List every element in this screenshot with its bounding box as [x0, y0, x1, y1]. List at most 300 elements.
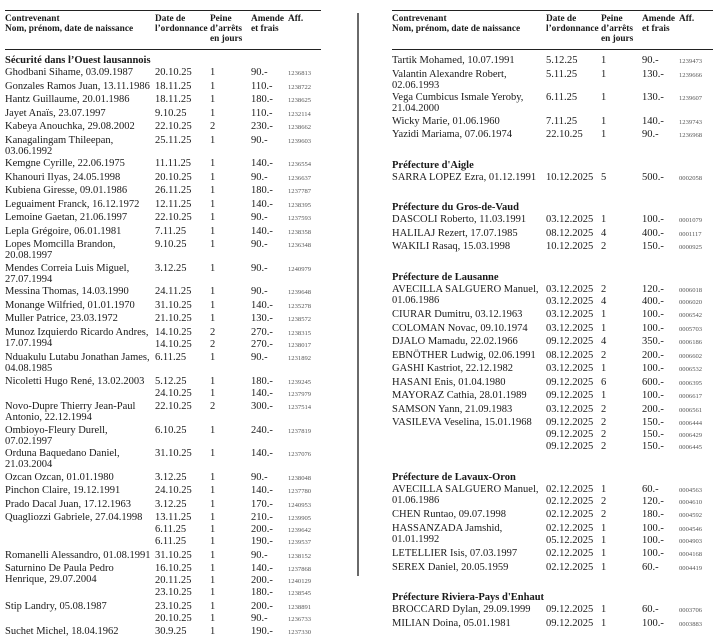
penalty-days: 1: [210, 587, 216, 598]
aff-number: 1238048: [288, 474, 312, 482]
order-date: 14.10.25: [155, 338, 192, 350]
aff-number: 1239666: [679, 71, 703, 79]
table-row: [5, 286, 321, 300]
penalty-days: 2: [210, 401, 216, 412]
fine-amount: 90.-: [251, 212, 268, 223]
penalty-days: 2: [601, 283, 607, 295]
table-row: [392, 284, 713, 310]
table-row: [392, 509, 713, 523]
fine-amount: 180.-: [251, 587, 273, 598]
orders: [155, 67, 321, 79]
offender-name: Kanagalingam Thileepan, 03.06.1992: [5, 134, 114, 157]
orders: [546, 523, 712, 547]
table-row: [5, 512, 321, 550]
table-header: [5, 10, 321, 50]
header-penalty-line3: en jours: [601, 34, 634, 44]
offender-name: Novo-Dupre Thierry Jean-Paul Antonio, 22.12.1994: [5, 401, 136, 423]
aff-number: 1236733: [288, 615, 312, 623]
order-date: 09.12.2025: [546, 376, 594, 388]
table-row: [5, 472, 321, 486]
aff-number: 1239537: [288, 539, 312, 546]
aff-number: 1238662: [288, 124, 312, 131]
orders: [155, 263, 321, 285]
header-offender-line1: Contrevenant: [392, 14, 447, 24]
order-row: [155, 135, 321, 147]
offender-name: Ghodbani Sihame, 03.09.1987: [5, 67, 134, 78]
header-date-line1: Date de: [546, 14, 577, 24]
fine-amount: 100.-: [642, 617, 664, 629]
order-row: [155, 226, 321, 238]
offender-name: Lepla Grégoire, 06.01.1981: [5, 225, 122, 237]
aff-number: 1236968: [679, 132, 703, 139]
table-row: [392, 69, 713, 93]
aff-number: 0006602: [679, 352, 703, 360]
section-spacer: [392, 185, 713, 197]
aff-number: 1239603: [288, 137, 312, 145]
orders: [546, 228, 712, 240]
header-offender: [392, 14, 546, 44]
aff-number: 1238572: [288, 316, 312, 323]
penalty-days: 6: [601, 376, 607, 388]
order-date: 09.12.2025: [546, 336, 594, 347]
order-date: 14.10.25: [155, 326, 192, 338]
header-fine: [642, 14, 679, 44]
orders: [546, 377, 712, 389]
fine-amount: 140.-: [251, 448, 273, 459]
offender-name: SARRA LOPEZ Ezra, 01.12.1991: [392, 171, 537, 183]
aff-number: 1236554: [288, 161, 312, 168]
penalty-days: 1: [210, 549, 216, 561]
offender-name: WAKILI Rasaq, 15.03.1998: [392, 241, 511, 252]
order-row: [546, 172, 712, 184]
order-row: [546, 535, 712, 547]
penalty-days: 1: [210, 212, 216, 223]
fine-amount: 60.-: [642, 483, 659, 495]
table-row: [5, 563, 321, 601]
penalty-days: 2: [601, 495, 607, 507]
table-row: [5, 81, 321, 95]
aff-number: 0004168: [679, 551, 703, 558]
order-row: [155, 300, 321, 312]
offender-name: Wicky Marie, 01.06.1960: [392, 115, 500, 127]
order-row: [155, 601, 321, 613]
table-row: [392, 336, 713, 350]
offender-name: Lemoine Gaetan, 21.06.1997: [5, 212, 128, 223]
table-row: [5, 239, 321, 263]
penalty-days: 1: [210, 424, 216, 436]
order-date: 6.10.25: [155, 424, 187, 436]
order-row: [155, 425, 321, 437]
penalty-days: 5: [601, 171, 607, 183]
order-row: [155, 199, 321, 211]
orders: [546, 548, 712, 560]
section-title: Préfecture d'Aigle: [392, 159, 474, 171]
order-row: [155, 158, 321, 170]
order-date: 02.12.2025: [546, 522, 594, 534]
left-column: [5, 10, 321, 640]
section-spacer: [392, 143, 713, 155]
offender-name: SEREX Daniel, 20.05.1959: [392, 561, 509, 573]
fine-amount: 100.-: [642, 363, 664, 374]
aff-number: 0006018: [679, 286, 703, 294]
penalty-days: 1: [601, 309, 607, 320]
offender-name: Jayet Anaïs, 23.07.1997: [5, 107, 106, 119]
order-row: [155, 536, 321, 548]
penalty-days: 1: [210, 94, 216, 105]
penalty-days: 2: [601, 509, 607, 520]
penalty-days: 4: [601, 336, 607, 347]
orders: [546, 562, 712, 574]
header-fine-line2: et frais: [642, 24, 670, 34]
order-date: 13.11.25: [155, 512, 192, 523]
orders: [546, 404, 712, 416]
penalty-days: 2: [601, 241, 607, 252]
fine-amount: 90.-: [251, 471, 268, 483]
penalty-days: 2: [210, 326, 216, 338]
offender-name: LETELLIER Isis, 07.03.1997: [392, 548, 518, 559]
order-row: [546, 496, 712, 508]
order-date: 12.11.25: [155, 198, 192, 210]
fine-amount: 600.-: [642, 376, 664, 388]
aff-number: 1237076: [288, 451, 312, 458]
offender-name: Tartik Mohamed, 10.07.1991: [392, 55, 515, 66]
table-row: [5, 601, 321, 627]
order-date: 18.11.25: [155, 94, 192, 105]
order-date: 24.10.25: [155, 387, 192, 399]
offender-name: Ozcan Ozcan, 01.01.1980: [5, 471, 114, 483]
fine-amount: 150.-: [642, 429, 664, 440]
fine-amount: 140.-: [251, 387, 273, 399]
orders: [155, 239, 321, 261]
orders: [546, 350, 712, 362]
order-date: 23.10.25: [155, 587, 192, 598]
aff-number: 1239642: [288, 527, 312, 534]
penalty-days: 2: [210, 121, 216, 132]
order-row: [155, 401, 321, 413]
order-date: 02.12.2025: [546, 483, 594, 495]
aff-number: 1237979: [288, 390, 312, 398]
header-date: [546, 14, 601, 44]
table-row: [5, 67, 321, 81]
orders: [155, 472, 321, 484]
fine-amount: 90.-: [251, 262, 268, 274]
aff-number: 0003706: [679, 607, 703, 614]
fine-amount: 210.-: [251, 512, 273, 523]
order-date: 6.11.25: [546, 92, 578, 103]
order-date: 09.12.2025: [546, 429, 594, 440]
aff-number: 0001079: [679, 217, 703, 224]
penalty-days: 1: [210, 67, 216, 78]
offender-name: COLOMAN Novac, 09.10.1974: [392, 322, 528, 334]
order-date: 03.12.2025: [546, 309, 594, 320]
offender-name: Kemgne Cyrille, 22.06.1975: [5, 158, 125, 169]
order-row: [155, 563, 321, 575]
orders: [155, 376, 321, 400]
header-penalty-line2: d’arrêts: [601, 24, 634, 34]
table-row: [392, 404, 713, 418]
aff-number: 1237330: [288, 629, 312, 636]
penalty-days: 1: [210, 448, 216, 459]
penalty-days: 1: [601, 322, 607, 334]
penalty-days: 1: [210, 158, 216, 169]
penalty-days: 1: [210, 198, 216, 210]
aff-number: 1238152: [288, 552, 312, 560]
order-row: [546, 55, 712, 67]
offender-name: Romanelli Alessandro, 01.08.1991: [5, 549, 151, 561]
table-row: [5, 499, 321, 513]
header-penalty: [601, 14, 642, 44]
table-row: [392, 241, 713, 255]
orders: [546, 509, 712, 521]
order-date: 9.10.25: [155, 107, 187, 119]
table-row: [5, 263, 321, 287]
order-row: [155, 172, 321, 184]
aff-number: 1238545: [288, 590, 312, 597]
penalty-days: 1: [601, 390, 607, 401]
fine-amount: 100.-: [642, 322, 664, 334]
penalty-days: 2: [601, 403, 607, 415]
header-date-line1: Date de: [155, 14, 186, 24]
table-row: [392, 214, 713, 228]
table-row: [5, 327, 321, 353]
order-date: 09.12.2025: [546, 604, 594, 615]
order-date: 03.12.2025: [546, 283, 594, 295]
order-row: [546, 604, 712, 616]
order-date: 10.12.2025: [546, 171, 594, 183]
fine-amount: 90.-: [251, 134, 268, 146]
header-penalty-line3: en jours: [210, 34, 243, 44]
penalty-days: 1: [601, 617, 607, 629]
aff-number: 0001117: [679, 230, 702, 238]
aff-number: 0006395: [679, 379, 703, 387]
penalty-days: 1: [601, 483, 607, 495]
orders: [155, 94, 321, 106]
offender-name: Prado Dacal Juan, 17.12.1963: [5, 498, 131, 510]
table-row: [392, 548, 713, 562]
orders: [546, 417, 712, 453]
penalty-days: 1: [210, 512, 216, 523]
aff-number: 0006444: [679, 420, 703, 427]
orders: [155, 212, 321, 224]
penalty-days: 1: [601, 129, 607, 140]
penalty-days: 4: [601, 227, 607, 239]
fine-amount: 140.-: [251, 485, 273, 496]
order-date: 02.12.2025: [546, 509, 594, 520]
fine-amount: 180.-: [642, 509, 664, 520]
fine-amount: 90.-: [251, 239, 268, 250]
penalty-days: 1: [210, 185, 216, 196]
order-row: [546, 92, 712, 104]
fine-amount: 130.-: [251, 313, 273, 324]
order-row: [155, 485, 321, 497]
offender-name: Kubiena Giresse, 09.01.1986: [5, 185, 128, 196]
section-spacer: [392, 575, 713, 587]
fine-amount: 200.-: [251, 524, 273, 535]
penalty-days: 1: [210, 286, 216, 297]
section-title: Préfecture de Lausanne: [392, 271, 499, 283]
penalty-days: 2: [601, 417, 607, 428]
header-penalty-line1: Peine: [210, 14, 232, 24]
order-row: [155, 524, 321, 536]
order-date: 05.12.2025: [546, 534, 594, 546]
orders: [546, 604, 712, 616]
table-row: [5, 121, 321, 135]
aff-number: 0006020: [679, 298, 703, 306]
penalty-days: 1: [210, 171, 216, 183]
table-row: [392, 618, 713, 632]
header-date-line2: l’ordonnance: [546, 24, 599, 34]
order-date: 03.12.2025: [546, 214, 594, 225]
orders: [155, 158, 321, 170]
offender-name: VASILEVA Veselina, 15.01.1968: [392, 417, 532, 428]
table-row: [5, 313, 321, 327]
orders: [546, 323, 712, 335]
order-row: [546, 350, 712, 362]
penalty-days: 1: [601, 604, 607, 615]
penalty-days: 1: [601, 522, 607, 534]
order-date: 24.10.25: [155, 485, 192, 496]
order-date: 09.12.2025: [546, 441, 594, 452]
fine-amount: 90.-: [251, 549, 268, 561]
order-date: 3.12.25: [155, 471, 187, 483]
order-date: 20.11.25: [155, 575, 192, 586]
orders: [546, 284, 712, 308]
aff-number: 0000925: [679, 244, 703, 251]
fine-amount: 500.-: [642, 171, 664, 183]
fine-amount: 60.-: [642, 561, 659, 573]
aff-number: 1239607: [679, 95, 703, 102]
table-row: [5, 108, 321, 122]
orders: [155, 108, 321, 120]
table-row: [5, 550, 321, 564]
penalty-days: 1: [210, 375, 216, 387]
table-row: [5, 226, 321, 240]
orders: [155, 172, 321, 184]
order-row: [155, 512, 321, 524]
order-row: [546, 417, 712, 429]
penalty-days: 1: [210, 107, 216, 119]
order-row: [546, 523, 712, 535]
penalty-days: 1: [210, 524, 216, 535]
fine-amount: 100.-: [642, 548, 664, 559]
aff-number: 1239905: [288, 515, 312, 522]
table-row: [392, 172, 713, 186]
penalty-days: 1: [210, 299, 216, 311]
fine-amount: 350.-: [642, 336, 664, 347]
penalty-days: 1: [601, 214, 607, 225]
order-date: 5.12.25: [155, 375, 187, 387]
table-header: [392, 10, 713, 50]
order-row: [546, 336, 712, 348]
table-row: [392, 55, 713, 69]
order-date: 03.12.2025: [546, 403, 594, 415]
aff-number: 1232114: [288, 110, 311, 118]
order-row: [155, 587, 321, 599]
orders: [546, 363, 712, 375]
orders: [155, 352, 321, 374]
table-row: [5, 352, 321, 376]
orders: [546, 241, 712, 253]
fine-amount: 180.-: [251, 375, 273, 387]
penalty-days: 1: [601, 534, 607, 546]
aff-number: 1238891: [288, 603, 312, 611]
header-penalty-line1: Peine: [601, 14, 623, 24]
aff-number: 0006186: [679, 339, 703, 346]
offender-name: Gonzales Ramos Juan, 13.11.1986: [5, 80, 150, 92]
fine-amount: 90.-: [251, 286, 268, 297]
fine-amount: 140.-: [251, 299, 273, 311]
order-row: [155, 67, 321, 79]
header-date-line2: l’ordonnance: [155, 24, 208, 34]
fine-amount: 400.-: [642, 295, 664, 307]
aff-number: 1240953: [288, 501, 312, 509]
aff-number: 1240129: [288, 578, 312, 585]
right-table-body: [392, 50, 713, 631]
order-row: [155, 352, 321, 364]
table-row: [5, 94, 321, 108]
fine-amount: 190.-: [251, 626, 273, 637]
order-row: [546, 548, 712, 560]
penalty-days: 2: [601, 441, 607, 452]
header-fine-line1: Amende: [642, 14, 676, 24]
order-date: 11.11.25: [155, 158, 191, 169]
order-date: 09.12.2025: [546, 390, 594, 401]
orders: [546, 129, 712, 141]
order-date: 31.10.25: [155, 299, 192, 311]
order-row: [155, 121, 321, 133]
order-date: 02.12.2025: [546, 548, 594, 559]
table-row: [392, 484, 713, 510]
header-aff: Aff.: [679, 14, 695, 24]
order-row: [155, 499, 321, 511]
fine-amount: 200.-: [642, 403, 664, 415]
header-offender-line1: Contrevenant: [5, 14, 60, 24]
order-date: 18.11.25: [155, 80, 192, 92]
header-penalty: [210, 14, 251, 44]
penalty-days: 1: [601, 363, 607, 374]
aff-number: 1231892: [288, 355, 312, 362]
order-date: 22.10.25: [155, 401, 192, 412]
orders: [155, 81, 321, 93]
orders: [546, 309, 712, 321]
table-row: [5, 158, 321, 172]
fine-amount: 150.-: [642, 417, 664, 428]
table-row: [392, 523, 713, 549]
orders: [155, 327, 321, 351]
order-date: 30.9.25: [155, 626, 187, 637]
order-date: 3.12.25: [155, 262, 187, 274]
penalty-days: 2: [601, 429, 607, 440]
offender-name: HASANI Enis, 01.04.1980: [392, 376, 506, 388]
penalty-days: 1: [210, 262, 216, 274]
fine-amount: 100.-: [642, 390, 664, 401]
orders: [155, 448, 321, 470]
order-row: [155, 327, 321, 339]
table-row: [392, 363, 713, 377]
orders: [546, 92, 712, 114]
table-row: [392, 562, 713, 576]
fine-amount: 100.-: [642, 534, 664, 546]
penalty-days: 1: [601, 92, 607, 103]
orders: [155, 300, 321, 312]
fine-amount: 120.-: [642, 495, 664, 507]
order-row: [546, 404, 712, 416]
penalty-days: 1: [210, 239, 216, 250]
offender-name: HASSANZADA Jamshid, 01.01.1992: [392, 522, 503, 545]
offender-name: Khanouri Ilyas, 24.05.1998: [5, 171, 121, 183]
order-row: [155, 626, 321, 638]
order-date: 25.11.25: [155, 134, 192, 146]
